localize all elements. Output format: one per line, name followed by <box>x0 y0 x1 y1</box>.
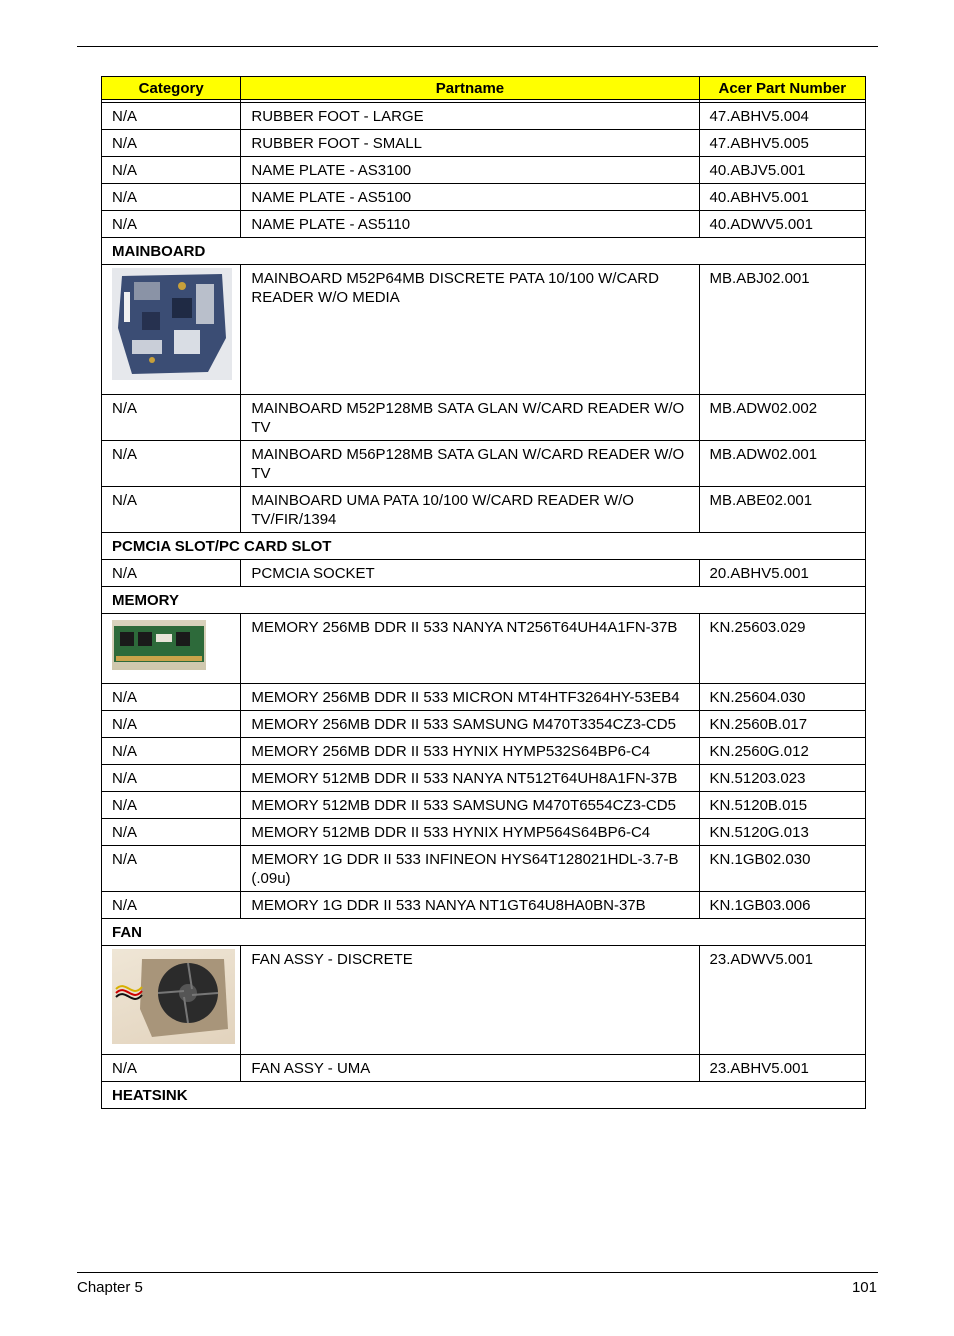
header-rule <box>77 46 878 47</box>
part-number-cell: MB.ABE02.001 <box>699 487 865 533</box>
part-number-cell: KN.1GB03.006 <box>699 892 865 919</box>
table-row <box>102 614 866 684</box>
footer-chapter: Chapter 5 <box>77 1279 143 1296</box>
table-row <box>102 1055 866 1082</box>
partname-cell: FAN ASSY - DISCRETE <box>241 946 699 1055</box>
part-number-cell: MB.ADW02.002 <box>699 395 865 441</box>
part-number-cell: 20.ABHV5.001 <box>699 560 865 587</box>
category-cell: N/A <box>102 130 241 157</box>
table-row <box>102 819 866 846</box>
partname-cell: RUBBER FOOT - SMALL <box>241 130 699 157</box>
column-header-partname: Partname <box>241 77 699 100</box>
section-row <box>102 1082 866 1109</box>
table-row <box>102 395 866 441</box>
partname-cell: PCMCIA SOCKET <box>241 560 699 587</box>
partname-cell: MEMORY 1G DDR II 533 NANYA NT1GT64U8HA0BN-37B <box>241 892 699 919</box>
category-cell: N/A <box>102 395 241 441</box>
category-image-cell <box>102 265 241 395</box>
table-row <box>102 792 866 819</box>
table-row <box>102 560 866 587</box>
partname-cell: MEMORY 256MB DDR II 533 NANYA NT256T64UH4A1FN-37B <box>241 614 699 684</box>
table-row <box>102 684 866 711</box>
table-row <box>102 846 866 892</box>
memory-photo <box>112 620 206 670</box>
partname-cell: MEMORY 256MB DDR II 533 SAMSUNG M470T3354CZ3-CD5 <box>241 711 699 738</box>
section-heading: MAINBOARD <box>102 238 866 265</box>
section-row <box>102 238 866 265</box>
section-row <box>102 587 866 614</box>
table-row <box>102 103 866 130</box>
partname-cell: MAINBOARD M52P128MB SATA GLAN W/CARD READER W/O TV <box>241 395 699 441</box>
category-cell: N/A <box>102 441 241 487</box>
table-row <box>102 265 866 395</box>
part-number-cell: KN.2560B.017 <box>699 711 865 738</box>
part-number-cell: KN.2560G.012 <box>699 738 865 765</box>
table-row <box>102 738 866 765</box>
section-heading: PCMCIA SLOT/PC CARD SLOT <box>102 533 866 560</box>
column-header-part-number: Acer Part Number <box>699 77 865 100</box>
table-row <box>102 184 866 211</box>
partname-cell: NAME PLATE - AS5100 <box>241 184 699 211</box>
category-cell: N/A <box>102 738 241 765</box>
partname-cell: MAINBOARD M52P64MB DISCRETE PATA 10/100 W/CARD READER W/O MEDIA <box>241 265 699 395</box>
category-cell: N/A <box>102 892 241 919</box>
part-number-cell: 47.ABHV5.004 <box>699 103 865 130</box>
section-row <box>102 919 866 946</box>
partname-cell: RUBBER FOOT - LARGE <box>241 103 699 130</box>
column-header-category: Category <box>102 77 241 100</box>
section-heading: HEATSINK <box>102 1082 866 1109</box>
part-number-cell: 23.ADWV5.001 <box>699 946 865 1055</box>
part-number-cell: KN.5120G.013 <box>699 819 865 846</box>
category-cell: N/A <box>102 819 241 846</box>
partname-cell: MEMORY 512MB DDR II 533 HYNIX HYMP564S64BP6-C4 <box>241 819 699 846</box>
category-cell: N/A <box>102 103 241 130</box>
section-heading: MEMORY <box>102 587 866 614</box>
table-row <box>102 892 866 919</box>
part-number-cell: 23.ABHV5.001 <box>699 1055 865 1082</box>
table-body <box>102 100 866 1109</box>
category-cell: N/A <box>102 487 241 533</box>
part-number-cell: 40.ABJV5.001 <box>699 157 865 184</box>
parts-table <box>101 76 866 1109</box>
table-row <box>102 946 866 1055</box>
category-cell: N/A <box>102 1055 241 1082</box>
category-cell: N/A <box>102 765 241 792</box>
mainboard-photo <box>112 268 232 380</box>
part-number-cell: KN.5120B.015 <box>699 792 865 819</box>
fan-photo <box>112 949 235 1044</box>
part-number-cell: MB.ABJ02.001 <box>699 265 865 395</box>
table-row <box>102 130 866 157</box>
category-cell: N/A <box>102 711 241 738</box>
partname-cell: MEMORY 256MB DDR II 533 HYNIX HYMP532S64BP6-C4 <box>241 738 699 765</box>
table-row <box>102 765 866 792</box>
category-image-cell <box>102 946 241 1055</box>
partname-cell: FAN ASSY - UMA <box>241 1055 699 1082</box>
category-image-cell <box>102 614 241 684</box>
footer-rule <box>77 1272 878 1273</box>
category-cell: N/A <box>102 684 241 711</box>
partname-cell: MEMORY 256MB DDR II 533 MICRON MT4HTF3264HY-53EB4 <box>241 684 699 711</box>
partname-cell: MAINBOARD M56P128MB SATA GLAN W/CARD READER W/O TV <box>241 441 699 487</box>
table-row <box>102 711 866 738</box>
part-number-cell: KN.25603.029 <box>699 614 865 684</box>
part-number-cell: KN.25604.030 <box>699 684 865 711</box>
category-cell: N/A <box>102 157 241 184</box>
partname-cell: MEMORY 512MB DDR II 533 SAMSUNG M470T6554CZ3-CD5 <box>241 792 699 819</box>
category-cell: N/A <box>102 560 241 587</box>
category-cell: N/A <box>102 846 241 892</box>
table-row <box>102 487 866 533</box>
part-number-cell: KN.51203.023 <box>699 765 865 792</box>
part-number-cell: KN.1GB02.030 <box>699 846 865 892</box>
table-row <box>102 211 866 238</box>
partname-cell: NAME PLATE - AS5110 <box>241 211 699 238</box>
table-row <box>102 441 866 487</box>
part-number-cell: 40.ADWV5.001 <box>699 211 865 238</box>
category-cell: N/A <box>102 184 241 211</box>
table-row <box>102 157 866 184</box>
category-cell: N/A <box>102 792 241 819</box>
partname-cell: MAINBOARD UMA PATA 10/100 W/CARD READER W/O TV/FIR/1394 <box>241 487 699 533</box>
partname-cell: MEMORY 512MB DDR II 533 NANYA NT512T64UH8A1FN-37B <box>241 765 699 792</box>
section-row <box>102 533 866 560</box>
category-cell: N/A <box>102 211 241 238</box>
footer-page-number: 101 <box>851 1279 877 1296</box>
section-heading: FAN <box>102 919 866 946</box>
partname-cell: NAME PLATE - AS3100 <box>241 157 699 184</box>
table-header-row <box>102 77 866 100</box>
part-number-cell: 47.ABHV5.005 <box>699 130 865 157</box>
part-number-cell: 40.ABHV5.001 <box>699 184 865 211</box>
part-number-cell: MB.ADW02.001 <box>699 441 865 487</box>
partname-cell: MEMORY 1G DDR II 533 INFINEON HYS64T128021HDL-3.7-B (.09u) <box>241 846 699 892</box>
